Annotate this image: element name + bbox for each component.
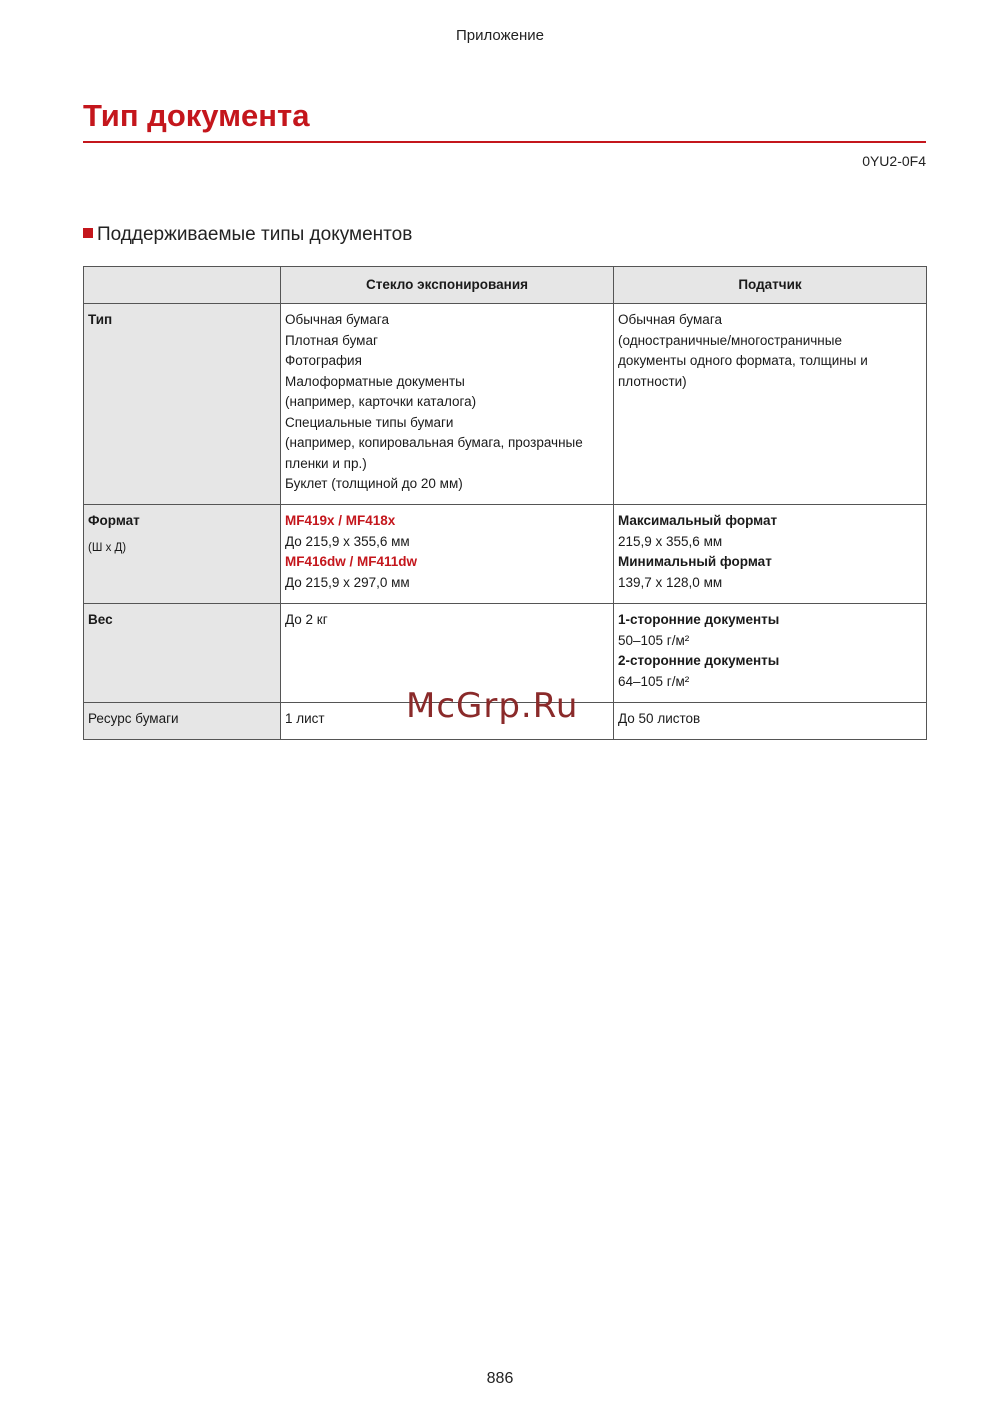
row-sublabel: (Ш x Д)	[88, 541, 127, 554]
size-value: До 215,9 x 297,0 мм	[285, 574, 410, 590]
one-sided-label: 1-сторонние документы	[618, 612, 780, 627]
list-item: (например, карточки каталога)	[285, 394, 477, 409]
cell-type-feeder	[614, 304, 927, 505]
table-row-type	[84, 304, 927, 505]
one-sided-value: 50–105 г/м²	[618, 632, 690, 648]
capacity-value: 1 лист	[285, 711, 325, 726]
section-heading-text: Поддерживаемые типы документов	[97, 224, 413, 245]
list-item: плотности)	[618, 373, 687, 389]
list-item: Обычная бумага	[618, 312, 722, 327]
cell-format-glass	[281, 505, 614, 604]
page-title: Тип документа	[83, 98, 310, 133]
row-label-type	[84, 304, 281, 505]
list-item: Обычная бумага	[285, 312, 389, 327]
list-item: (одностраничные/многостраничные	[618, 332, 842, 348]
list-item: Специальные типы бумаги	[285, 414, 454, 430]
two-sided-label: 2-сторонние документы	[618, 653, 780, 668]
document-types-table	[83, 266, 927, 740]
square-bullet-icon	[83, 228, 93, 238]
header-cell-feeder: Податчик	[614, 267, 927, 304]
running-header: Приложение	[456, 27, 544, 44]
row-label-text: Тип	[88, 312, 113, 327]
model-label: MF419x / MF418x	[285, 513, 396, 528]
row-label-format	[84, 505, 281, 604]
list-item: Малоформатные документы	[285, 373, 465, 389]
list-item: Фотография	[285, 353, 362, 368]
list-item: документы одного формата, толщины и	[618, 353, 868, 368]
list-item: Буклет (толщиной до 20 мм)	[285, 476, 463, 491]
header-cell-empty	[84, 267, 281, 304]
section-heading	[83, 224, 412, 246]
list-item: Плотная бумаг	[285, 332, 378, 348]
model-label: MF416dw / MF411dw	[285, 554, 418, 569]
min-format-value: 139,7 x 128,0 мм	[618, 574, 723, 590]
table-row-format	[84, 505, 927, 604]
list-item: пленки и пр.)	[285, 455, 367, 471]
header-cell-glass: Стекло экспонирования	[281, 267, 614, 304]
row-label-text: Вес	[88, 612, 113, 627]
row-label-weight	[84, 604, 281, 703]
max-format-value: 215,9 x 355,6 мм	[618, 533, 723, 549]
cell-weight-feeder	[614, 604, 927, 703]
capacity-value: До 50 листов	[618, 711, 701, 726]
document-code: 0YU2-0F4	[862, 153, 926, 169]
weight-value: До 2 кг	[285, 612, 328, 627]
cell-format-feeder	[614, 505, 927, 604]
row-label-text: Ресурс бумаги	[88, 711, 179, 726]
watermark: McGrp.Ru	[406, 686, 579, 726]
max-format-label: Максимальный формат	[618, 513, 778, 528]
table-header-row	[84, 267, 927, 304]
list-item: (например, копировальная бумага, прозрачные	[285, 435, 583, 450]
two-sided-value: 64–105 г/м²	[618, 673, 690, 689]
page-number: 886	[486, 1370, 514, 1387]
title-divider	[83, 141, 926, 143]
row-label-text: Формат	[88, 513, 140, 528]
size-value: До 215,9 x 355,6 мм	[285, 533, 410, 549]
min-format-label: Минимальный формат	[618, 554, 772, 569]
cell-capacity-feeder	[614, 703, 927, 740]
row-label-capacity	[84, 703, 281, 740]
cell-type-glass	[281, 304, 614, 505]
